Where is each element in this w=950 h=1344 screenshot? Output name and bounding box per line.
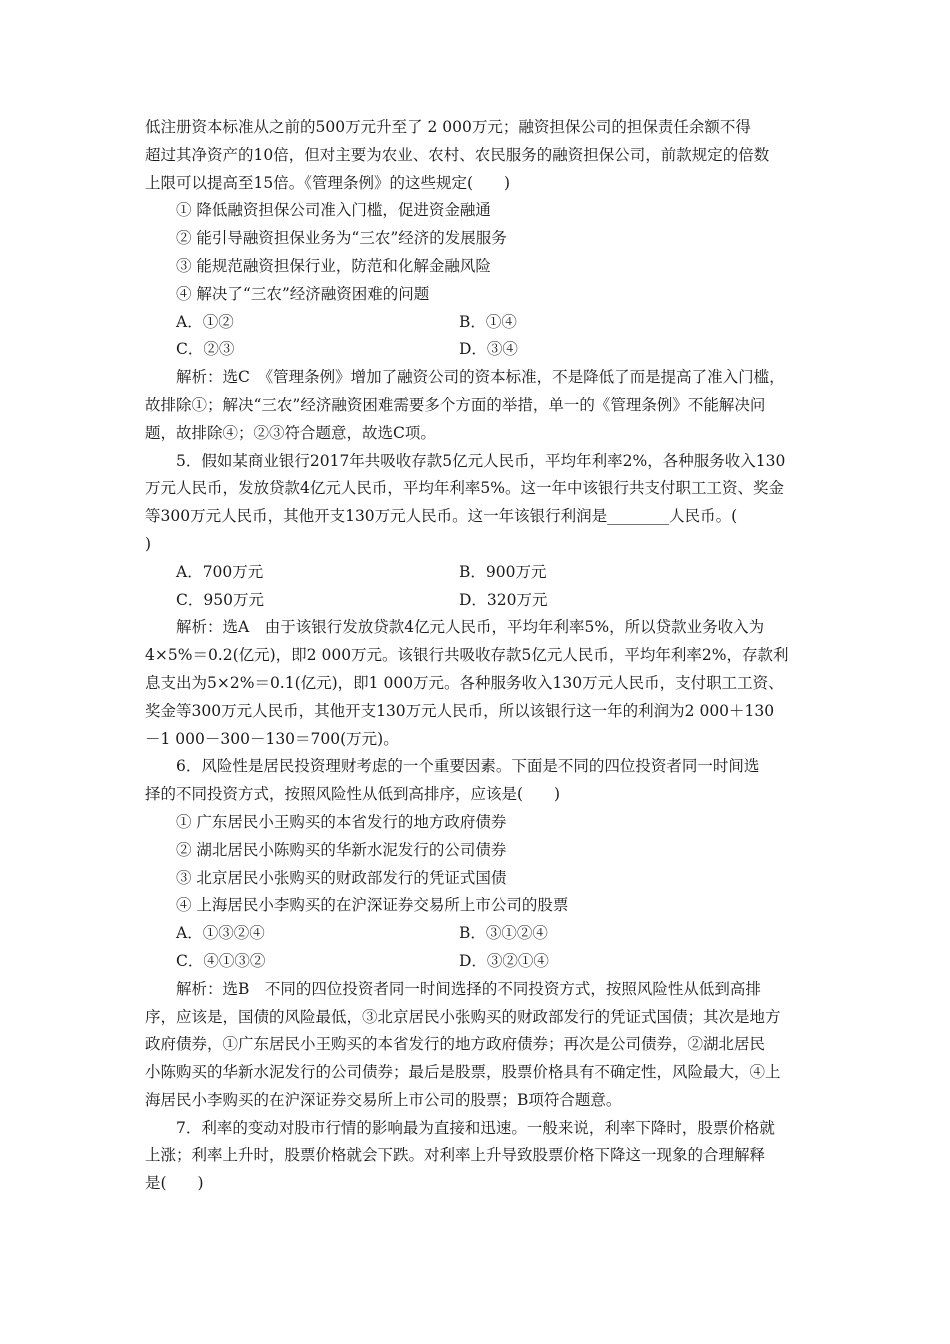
- q5-analysis-line: 解析：选A 由于该银行发放贷款4亿元人民币，平均年利率5%，所以贷款业务收入为: [176, 618, 765, 637]
- q6-options-row: [145, 920, 825, 948]
- question-6: [145, 753, 825, 1114]
- q5-option-b: B．900万元: [459, 562, 547, 581]
- q5-stem-line: 等300万元人民币，其他开支130万元人民币。这一年该银行利润是________人民币。(: [145, 507, 738, 526]
- q6-analysis-line: 序，应该是，国债的风险最低，③北京居民小张购买的财政部发行的凭证式国债；其次是地方: [145, 1007, 781, 1026]
- question-7: [145, 1115, 825, 1198]
- q4-options-row: [145, 336, 825, 364]
- q5-stem-line: 5．假如某商业银行2017年共吸收存款5亿元人民币，平均年利率2%，各种服务收入130: [176, 451, 786, 470]
- q5-analysis-line: 奖金等300万元人民币，其他开支130万元人民币，所以该银行这一年的利润为2 000＋130: [145, 701, 775, 720]
- q4-analysis-line: 题，故排除④；②③符合题意，故选C项。: [145, 423, 436, 442]
- q4-analysis-line: 故排除①；解决“三农”经济融资困难需要多个方面的举措，单一的《管理条例》不能解决问: [145, 395, 766, 414]
- q4-item: ③ 能规范融资担保行业，防范和化解金融风险: [176, 256, 491, 275]
- q4-item: ① 降低融资担保公司准入门槛，促进资金融通: [176, 201, 491, 220]
- q5-analysis-line: 4×5%＝0.2(亿元)，即2 000万元。该银行共吸收存款5亿元人民币，平均年利率2%，存款利: [145, 646, 789, 665]
- q5-option-c: C．950万元: [176, 590, 264, 609]
- q5-stem-line: ): [145, 534, 152, 553]
- q5-stem-line: 万元人民币，发放贷款4亿元人民币，平均年利率5%。这一年中该银行共支付职工工资、奖金: [145, 479, 784, 498]
- q4-option-c: C．②③: [176, 340, 235, 359]
- q4-option-a: A．①②: [176, 312, 234, 331]
- q5-option-d: D．320万元: [459, 590, 548, 609]
- q7-stem-line: 7．利率的变动对股市行情的影响最为直接和迅速。一般来说，利率下降时，股票价格就: [176, 1118, 775, 1137]
- q6-item: ④ 上海居民小李购买的在沪深证券交易所上市公司的股票: [176, 896, 569, 915]
- question-4: [145, 114, 825, 448]
- q7-stem-line: 是( ): [145, 1174, 204, 1193]
- q4-stem-line: 低注册资本标准从之前的500万元升至了 2 000万元；融资担保公司的担保责任余额不得: [145, 118, 751, 136]
- q5-options-row: [145, 587, 825, 615]
- q6-item: ② 湖北居民小陈购买的华新水泥发行的公司债券: [176, 840, 507, 859]
- q6-option-a: A．①③②④: [176, 924, 265, 943]
- q4-options-row: [145, 309, 825, 337]
- q6-analysis-line: 海居民小李购买的在沪深证券交易所上市公司的股票；B项符合题意。: [145, 1090, 622, 1109]
- q6-stem-line: 择的不同投资方式，按照风险性从低到高排序，应该是( ): [145, 785, 561, 804]
- q4-item: ④ 解决了“三农”经济融资困难的问题: [176, 284, 430, 303]
- q5-option-a: A．700万元: [176, 562, 264, 581]
- q4-option-b: B．①④: [459, 312, 517, 331]
- q6-option-c: C．④①③②: [176, 951, 266, 970]
- q6-item: ① 广东居民小王购买的本省发行的地方政府债券: [176, 812, 507, 831]
- q6-analysis-line: 小陈购买的华新水泥发行的公司债券；最后是股票，股票价格具有不确定性，风险最大，④上: [145, 1063, 781, 1082]
- q6-option-d: D．③②①④: [459, 951, 549, 970]
- q6-option-b: B．③①②④: [459, 924, 548, 943]
- q4-analysis-line: 解析：选C 《管理条例》增加了融资公司的资本标准，不是降低了而是提高了准入门槛，: [176, 368, 785, 387]
- q7-stem-line: 上涨；利率上升时，股票价格就会下跌。对利率上升导致股票价格下降这一现象的合理解释: [145, 1146, 766, 1165]
- q6-item: ③ 北京居民小张购买的财政部发行的凭证式国债: [176, 868, 507, 887]
- q5-analysis-line: 息支出为5×2%＝0.1(亿元)，即1 000万元。各种服务收入130万元人民币，支付职工工资、: [145, 673, 784, 692]
- q4-option-d: D．③④: [459, 340, 518, 359]
- q4-item: ② 能引导融资担保业务为“三农”经济的发展服务: [176, 229, 507, 248]
- question-5: [145, 448, 825, 754]
- q6-analysis-line: 解析：选B 不同的四位投资者同一时间选择的不同投资方式，按照风险性从低到高排: [176, 979, 761, 998]
- q4-stem-line: 超过其净资产的10倍，但对主要为农业、农村、农民服务的融资担保公司，前款规定的倍数: [145, 145, 770, 164]
- document-page: [145, 114, 825, 1198]
- q4-stem-line: 上限可以提高至15倍。《管理条例》的这些规定( ): [145, 173, 511, 192]
- q5-options-row: [145, 559, 825, 587]
- q6-analysis-line: 政府债券，①广东居民小王购买的本省发行的地方政府债券；再次是公司债券，②湖北居民: [145, 1035, 766, 1054]
- q5-analysis-line: －1 000－300－130＝700(万元)。: [145, 729, 399, 748]
- q6-options-row: [145, 948, 825, 976]
- q6-stem-line: 6．风险性是居民投资理财考虑的一个重要因素。下面是不同的四位投资者同一时间选: [176, 757, 760, 776]
